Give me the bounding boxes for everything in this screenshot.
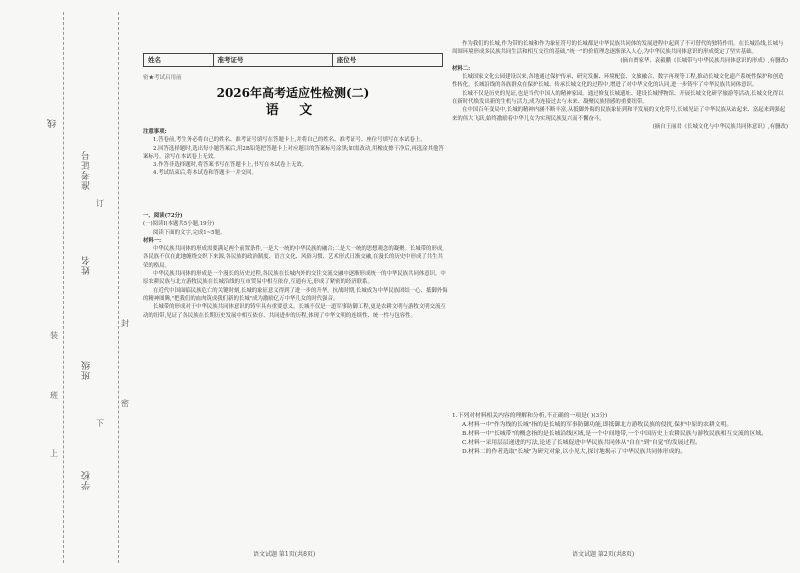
material-two-label: 材料二: xyxy=(452,65,471,72)
source-note: (摘自贾家华、袁毅鹏《长城带与中华民族共同体意识的形成》,有删改) xyxy=(620,57,788,64)
binding-mark-mi: 密 xyxy=(121,399,129,408)
source-note: (摘自王丽君《长城文化与中华民族共同体意识》,有删改) xyxy=(652,123,788,130)
body-paragraph: 作为我们的长城,作为带的长城和作为象征符号的长城都是中华民族共同体的发展进程中起到了不可替代的独特作用。在长城沿线,长城与周围环境形成多民族共同生活和相互交往的基础,"统一"的价值理念逐渐深入人心,为中华民族共同体意识的形成奠定了坚实基础。 xyxy=(452,41,784,56)
binding-label-name: 姓名 xyxy=(82,255,92,275)
notice-block xyxy=(143,128,448,178)
option-c: C.材料一采用层层递进的写法,论述了长城促进中华民族共同体从"自在"到"自觉"的发展过程。 xyxy=(462,440,701,446)
section-instruction: 阅读下面的文字,完成1~5题。 xyxy=(153,229,226,236)
section-heading: 一、阅读(72分) xyxy=(143,213,183,219)
question-stem: 1.下列对材料相关内容的理解和分析,不正确的一项是( )(3分) xyxy=(452,413,608,419)
notice-item: 4.考试结束后,将本试卷和答题卡一并交回。 xyxy=(153,170,257,177)
material-one-label: 材料一: xyxy=(143,237,162,244)
notice-item: 1.答卷前,考生务必将自己的姓名、准考证号填写在答题卡上,并将自己的姓名、准考证号、座位号填写在本试卷上。 xyxy=(153,137,426,144)
exam-title: 2026年高考适应性检测(二) xyxy=(216,86,370,100)
body-paragraph: 在近代中国面临民族危亡的关键时刻,长城的象征意义得到了进一步的升华。抗战时期,长城成为中华民族团结一心、抵御外侮的精神图腾,"把我们的血肉筑成我们新的长城"成为激励亿万中华儿女的时代强音。 xyxy=(143,287,448,302)
binding-mark-xia: 下 xyxy=(96,419,104,428)
right-column xyxy=(452,0,788,573)
body-paragraph: 长城不仅是历史的见证,也是当代中国人的精神家园。通过修复长城遗址、建设长城博物馆、开展长城文化研学旅游等活动,长城文化得以在新时代焕发出新的生机与活力,成为连接过去与未来、凝聚民族情感的重要纽带。 xyxy=(452,90,784,106)
body-paragraph: 在中国百年变局中,长城的精神内涵不断丰富,从抵御外侮的民族象征到和平发展的文化符号,长城见证了中华民族从站起来、富起来到强起来的伟大飞跃,始终激励着中华儿女为实现民族复兴而不懈奋斗。 xyxy=(452,107,786,122)
binding-dashed-line xyxy=(63,12,64,563)
binding-mark-shang: 上 xyxy=(50,449,58,458)
page-footer-right: 语文试题 第2页(共8页) xyxy=(572,550,635,558)
notice-heading: 注意事项: xyxy=(143,129,167,135)
binding-mark-ding: 订 xyxy=(96,199,104,208)
body-paragraph: 中华民族共同体的形成需要满足两个前置条件,一是大一统的中华民族的融合;二是大一统的思想观念的凝聚。长城带的形成,各民族不仅在此地缠绕交织下来源,各民族的政治制度、语言文化、风俗习惯、艺术形式日渐交融,在漫长的历史中形成了共生共荣的格局。 xyxy=(143,246,444,269)
subject-title: 语 文 xyxy=(265,103,321,118)
body-paragraph: 长城带的形成对于中华民族共同体意识的铸牢具有重要意义。长城不仅是一道军事防御工程,更是农耕文明与游牧文明交流互动的纽带,见证了各民族在长期历史发展中相互依存、共同进步的历程,体现了中华文明的连续性、统一性与包容性。 xyxy=(143,304,446,319)
info-exam-no: 准考证号 xyxy=(214,54,333,66)
body-paragraph: 中华民族共同体的形成是一个漫长的历史过程,各民族在长城内外的交往交流交融中逐渐形成统一的中华民族共同体意识。中原农耕民族与北方游牧民族在长城沿线的互市贸易中相互依存,互通有无,形成了紧密的经济联系。 xyxy=(143,271,446,286)
question-one xyxy=(452,412,788,457)
binding-strip xyxy=(0,0,129,573)
option-b: B.材料一中"长城带"的概念指的是长城沿线区域,是一个中间地带,一个中国历史上农耕民族与游牧民族相互交流的区域。 xyxy=(462,431,767,437)
notice-item: 2.回答选择题时,选出每小题答案后,用2B铅笔把答题卡上对应题目的答案标号涂黑;如需改动,用橡皮擦干净后,再选涂其他答案标号。涂写在本试卷上无效。 xyxy=(143,145,444,160)
left-column xyxy=(143,0,448,573)
binding-mark-feng: 封 xyxy=(121,319,129,328)
binding-mark-ban: 班 xyxy=(50,391,58,400)
binding-label-exam-no: 准考证号 xyxy=(82,150,92,190)
page-footer-left: 语文试题 第1页(共8页) xyxy=(253,550,316,558)
info-seat: 座位号 xyxy=(336,55,357,64)
right-text-block xyxy=(452,40,788,131)
secret-note: 密★考试启用前 xyxy=(143,75,182,81)
body-paragraph: 长城国家文化公园建设以来,各地通过保护传承、研究发掘、环境配套、文旅融合、数字再现等工程,推动长城文化遗产系统性保护和创造性转化。长城沿线的各族群众在保护长城、传承长城文化的过程中,增进了对中华文化的认同,进一步铸牢了中华民族共同体意识。 xyxy=(452,74,784,89)
binding-label-line: 线 xyxy=(48,118,58,128)
option-a: A.材料一中"作为线的长城"指的是长城的军事防御功能,即抵御北方游牧民族的侵扰,保护中原的农耕文明。 xyxy=(462,422,733,428)
binding-mark-zhuang: 装 xyxy=(50,331,58,340)
notice-item: 3.作答非选择题时,将答案书写在答题卡上,书写在本试卷上无效。 xyxy=(153,162,308,169)
section-one-block xyxy=(143,212,448,320)
option-d: D.材料二的作者选取"长城"为研究对象,以小见大,探讨地揭示了中华民族共同体形成的。 xyxy=(462,449,686,455)
section-sub-heading: (一)阅读Ⅰ(本题共5小题,19分) xyxy=(143,221,215,228)
binding-label-class: 班级 xyxy=(82,360,92,380)
binding-label-school: 学校 xyxy=(82,470,92,490)
candidate-info-box xyxy=(143,53,443,67)
binding-cut-line xyxy=(118,12,119,563)
info-name: 姓名 xyxy=(144,54,214,66)
